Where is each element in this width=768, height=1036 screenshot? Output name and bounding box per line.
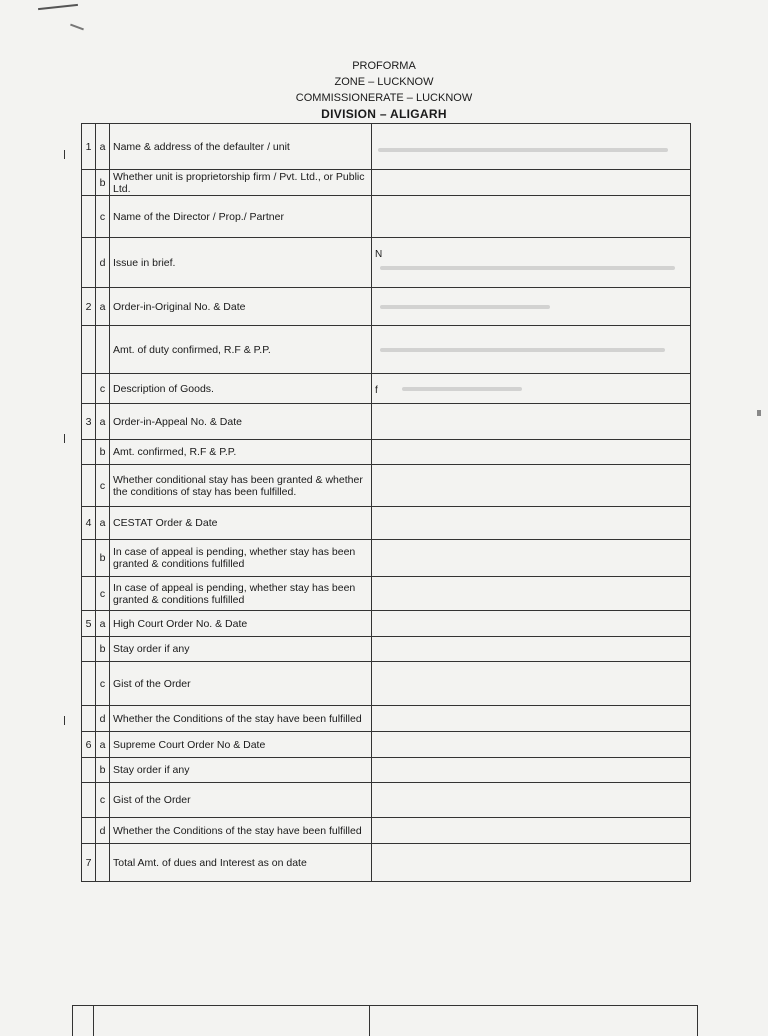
row-number: 5 xyxy=(82,611,96,637)
row-number xyxy=(82,758,96,783)
table-row xyxy=(82,758,691,783)
row-number xyxy=(82,706,96,732)
row-number: 1 xyxy=(82,124,96,170)
row-value-field[interactable] xyxy=(372,404,691,440)
table-row xyxy=(82,404,691,440)
table-row xyxy=(82,844,691,882)
row-value-field[interactable] xyxy=(372,507,691,540)
row-sub-letter: a xyxy=(96,732,110,758)
row-sub-letter: b xyxy=(96,440,110,465)
redaction xyxy=(380,305,550,309)
row-value-field[interactable] xyxy=(372,783,691,818)
table-row xyxy=(82,507,691,540)
row-description: Amt. confirmed, R.F & P.P. xyxy=(110,440,372,465)
table-row xyxy=(82,577,691,611)
table-row xyxy=(82,637,691,662)
row-sub-letter: b xyxy=(96,170,110,196)
margin-tick xyxy=(64,434,65,443)
row-sub-letter: b xyxy=(96,540,110,577)
row-sub-letter: d xyxy=(96,706,110,732)
row-number xyxy=(82,440,96,465)
row-value-field[interactable] xyxy=(372,732,691,758)
column-divider xyxy=(93,1006,94,1036)
next-page-table-edge xyxy=(72,1005,698,1036)
row-sub-letter: b xyxy=(96,637,110,662)
redaction xyxy=(380,266,675,270)
table-row xyxy=(82,465,691,507)
redaction xyxy=(378,148,668,152)
row-value-field[interactable] xyxy=(372,170,691,196)
row-value-field[interactable] xyxy=(372,288,691,326)
proforma-table xyxy=(81,123,691,882)
table-row xyxy=(82,732,691,758)
row-number: 2 xyxy=(82,288,96,326)
row-sub-letter: a xyxy=(96,611,110,637)
row-sub-letter: c xyxy=(96,783,110,818)
scan-mark xyxy=(70,24,84,31)
row-value-field[interactable]: N xyxy=(372,238,691,288)
table-row xyxy=(82,818,691,844)
row-value-field[interactable] xyxy=(372,818,691,844)
row-description: Total Amt. of dues and Interest as on date xyxy=(110,844,372,882)
row-description: In case of appeal is pending, whether stay has been granted & conditions fulfilled xyxy=(110,577,372,611)
row-description: Stay order if any xyxy=(110,758,372,783)
row-sub-letter xyxy=(96,326,110,374)
row-number xyxy=(82,662,96,706)
row-number xyxy=(82,818,96,844)
commissionerate-heading: COMMISSIONERATE – LUCKNOW xyxy=(295,92,473,104)
division-heading: DIVISION – ALIGARH xyxy=(321,107,447,121)
scan-mark xyxy=(38,4,78,10)
row-sub-letter: a xyxy=(96,404,110,440)
row-number xyxy=(82,465,96,507)
row-sub-letter: c xyxy=(96,577,110,611)
row-sub-letter: c xyxy=(96,196,110,238)
row-sub-letter: d xyxy=(96,818,110,844)
row-number: 4 xyxy=(82,507,96,540)
row-description: Stay order if any xyxy=(110,637,372,662)
row-description: High Court Order No. & Date xyxy=(110,611,372,637)
row-description: Amt. of duty confirmed, R.F & P.P. xyxy=(110,326,372,374)
margin-tick xyxy=(64,716,65,725)
row-description: Whether the Conditions of the stay have been fulfilled xyxy=(110,818,372,844)
row-number xyxy=(82,577,96,611)
row-number xyxy=(82,170,96,196)
row-number xyxy=(82,637,96,662)
row-description: Gist of the Order xyxy=(110,783,372,818)
row-value-field[interactable] xyxy=(372,706,691,732)
table-row xyxy=(82,124,691,170)
table-row xyxy=(82,611,691,637)
row-number xyxy=(82,196,96,238)
table-row xyxy=(82,196,691,238)
row-number xyxy=(82,326,96,374)
scan-mark xyxy=(757,410,761,416)
row-description: In case of appeal is pending, whether stay has been granted & conditions fulfilled xyxy=(110,540,372,577)
row-value-field[interactable] xyxy=(372,758,691,783)
redaction xyxy=(380,348,665,352)
row-value-field[interactable] xyxy=(372,637,691,662)
table-row xyxy=(82,662,691,706)
zone-heading: ZONE – LUCKNOW xyxy=(334,76,434,88)
row-value-field[interactable]: f xyxy=(372,374,691,404)
row-number xyxy=(82,783,96,818)
row-description: Whether conditional stay has been granted & whether the conditions of stay has been fulfilled. xyxy=(110,465,372,507)
table-row xyxy=(82,440,691,465)
row-value-field[interactable] xyxy=(372,124,691,170)
row-value-field[interactable] xyxy=(372,196,691,238)
row-description: Order-in-Original No. & Date xyxy=(110,288,372,326)
row-description: Name & address of the defaulter / unit xyxy=(110,124,372,170)
table-row xyxy=(82,706,691,732)
row-value-field[interactable] xyxy=(372,844,691,882)
proforma-title: PROFORMA xyxy=(352,60,416,72)
row-number xyxy=(82,238,96,288)
row-value-field[interactable] xyxy=(372,465,691,507)
row-number xyxy=(82,374,96,404)
row-description: Issue in brief. xyxy=(110,238,372,288)
row-value-field[interactable] xyxy=(372,440,691,465)
redaction xyxy=(402,387,522,391)
table-row xyxy=(82,374,691,404)
row-number xyxy=(82,540,96,577)
row-value-field[interactable] xyxy=(372,326,691,374)
row-value-field[interactable] xyxy=(372,540,691,577)
table-row xyxy=(82,783,691,818)
margin-tick xyxy=(64,150,65,159)
row-description: Supreme Court Order No & Date xyxy=(110,732,372,758)
row-description: Gist of the Order xyxy=(110,662,372,706)
row-sub-letter: c xyxy=(96,374,110,404)
table-row xyxy=(82,288,691,326)
row-description: Whether unit is proprietorship firm / Pvt. Ltd., or Public Ltd. xyxy=(110,170,372,196)
column-divider xyxy=(369,1006,370,1036)
row-description: Description of Goods. xyxy=(110,374,372,404)
table-row xyxy=(82,326,691,374)
table-row xyxy=(82,238,691,288)
row-sub-letter: c xyxy=(96,465,110,507)
row-description: CESTAT Order & Date xyxy=(110,507,372,540)
row-value-field[interactable] xyxy=(372,577,691,611)
row-description: Order-in-Appeal No. & Date xyxy=(110,404,372,440)
row-description: Name of the Director / Prop./ Partner xyxy=(110,196,372,238)
table-row xyxy=(82,540,691,577)
table-row xyxy=(82,170,691,196)
row-sub-letter: a xyxy=(96,288,110,326)
row-sub-letter: d xyxy=(96,238,110,288)
row-description: Whether the Conditions of the stay have been fulfilled xyxy=(110,706,372,732)
row-value-field[interactable] xyxy=(372,611,691,637)
row-number: 6 xyxy=(82,732,96,758)
row-number: 7 xyxy=(82,844,96,882)
row-value-field[interactable] xyxy=(372,662,691,706)
row-sub-letter: c xyxy=(96,662,110,706)
row-sub-letter: b xyxy=(96,758,110,783)
row-sub-letter: a xyxy=(96,124,110,170)
row-number: 3 xyxy=(82,404,96,440)
row-sub-letter: a xyxy=(96,507,110,540)
row-sub-letter xyxy=(96,844,110,882)
